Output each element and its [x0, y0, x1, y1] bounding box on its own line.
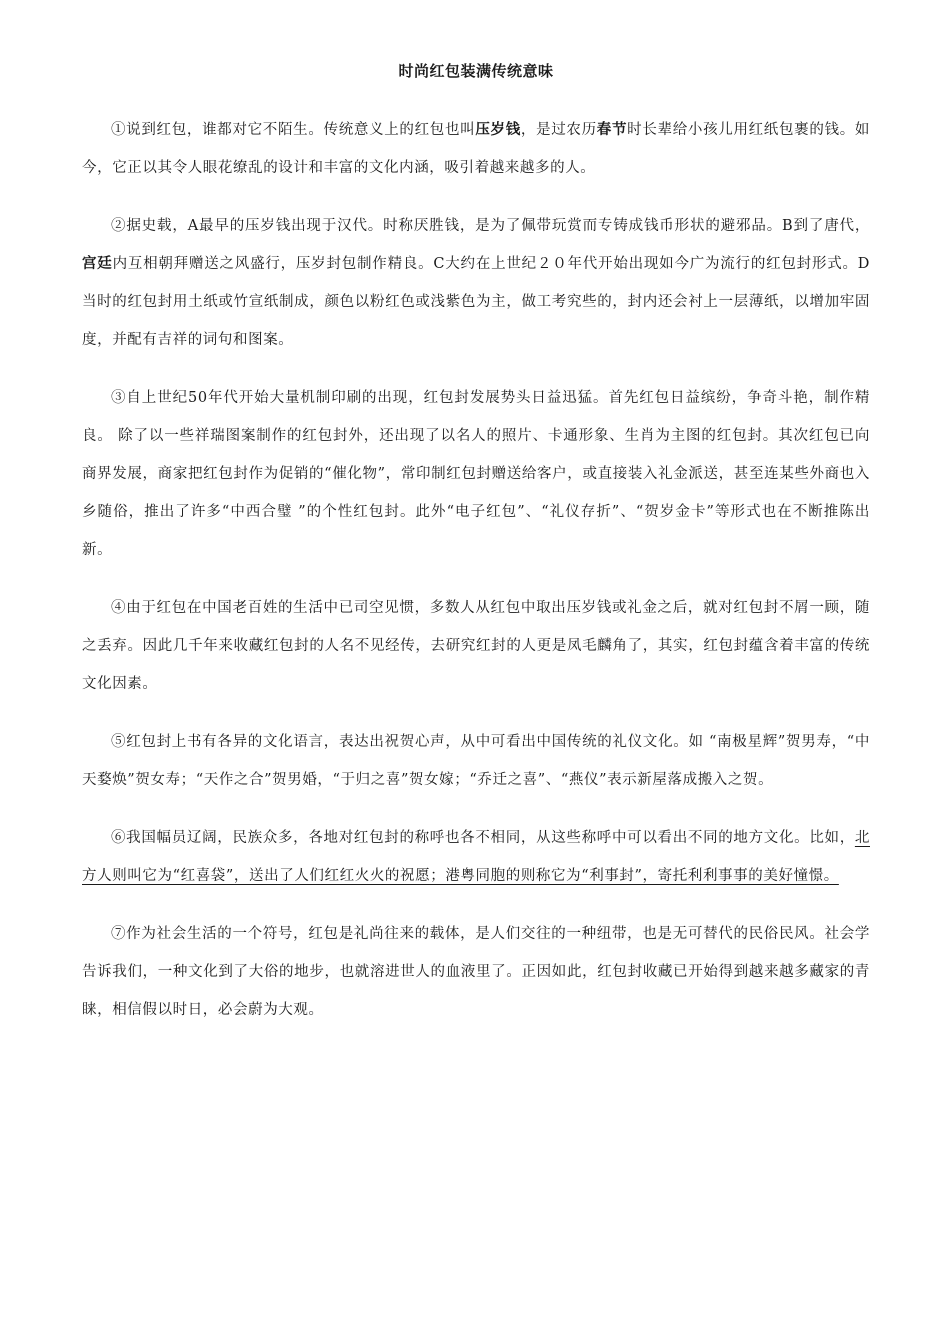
- paragraph-4: ④由于红包在中国老百姓的生活中已司空见惯，多数人从红包中取出压岁钱或礼金之后，就对红包封不屑一顾，随之丢弃。因此几千年来收藏红包封的人名不见经传，去研究红封的人更是凤毛麟角了，其实，红包封蕴含着丰富的传统文化因素。: [82, 600, 870, 692]
- p1-bold-term-b: 春节: [596, 121, 628, 138]
- paragraph-3: ③自上世纪50年代开始大量机制印刷的出现，红包封发展势头日益迅猛。首先红包日益缤纷，争奇斗艳，制作精良。 除了以一些祥瑞图案制作的红包封外，还出现了以名人的照片、卡通形象、生肖为主图的红包封。其次红包已向商界发展，商家把红包封作为促销的“催化物”，常印制红包封赠送给客户，或直接装入礼金派送，甚至连某些外商也入乡随俗，推出了许多“中西合璧 ”的个性红包封。此外“电子红包”、“礼仪存折”、“贺岁金卡”等形式也在不断推陈出新。: [82, 390, 870, 558]
- paragraph-2: [82, 207, 870, 359]
- paragraph-5: ⑤红包封上书有各异的文化语言，表达出祝贺心声，从中可看出中国传统的礼仪文化。如 “南极星辉”贺男寿，“中天婺焕”贺女寿；“天作之合”贺男婚，“于归之喜”贺女嫁；“乔迁之喜”、“燕仪”表示新屋落成搬入之贺。: [82, 734, 870, 788]
- article-title: 时尚红包装满传统意味: [398, 62, 554, 80]
- paragraph-7: ⑦作为社会生活的一个符号，红包是礼尚往来的载体，是人们交往的一种纽带，也是无可替代的民俗民风。社会学告诉我们，一种文化到了大俗的地步，也就溶进世人的血液里了。正因如此，红包封收藏已开始得到越来越多藏家的青睐，相信假以时日，必会蔚为大观。: [82, 926, 870, 1018]
- p1-text-b: ，是过农历: [520, 122, 597, 138]
- p6-underlined-text: 北方人则叫它为“红喜袋”，送出了人们红红火火的祝愿；港粤同胞的则称它为“利事封”，寄托利利事事的美好憧憬。: [82, 830, 870, 884]
- p1-text-a: ①说到红包，谁都对它不陌生。传统意义上的红包也叫: [111, 122, 476, 138]
- p6-text-a: ⑥我国幅员辽阔，民族众多，各地对红包封的称呼也各不相同，从这些称呼中可以看出不同的地方文化。比如，: [111, 830, 855, 846]
- p1-bold-term-a: 压岁钱: [475, 121, 521, 138]
- paragraph-6: [82, 819, 870, 895]
- document-page: [82, 60, 870, 1049]
- p2-bold-term: 宫廷: [82, 255, 113, 272]
- paragraph-1: [82, 111, 870, 187]
- p2-text-a: ②据史载，A最早的压岁钱出现于汉代。时称厌胜钱，是为了佩带玩赏而专铸成钱币形状的避邪品。B到了唐代，: [111, 218, 870, 234]
- p1-text-c: 时长辈给小孩儿用红纸包裹的钱。如今，它正以其令人眼花缭乱的设计和丰富的文化内涵，吸引着越来越多的人。: [82, 122, 870, 176]
- p2-text-b: 内互相朝拜赠送之风盛行，压岁封包制作精良。C大约在上世纪２０年代开始出现如今广为流行的红包封形式。D当时的红包封用土纸或竹宣纸制成，颜色以粉红色或浅紫色为主，做工考究些的，封内还会衬上一层薄纸，以增加牢固度，并配有吉祥的词句和图案。: [82, 256, 870, 348]
